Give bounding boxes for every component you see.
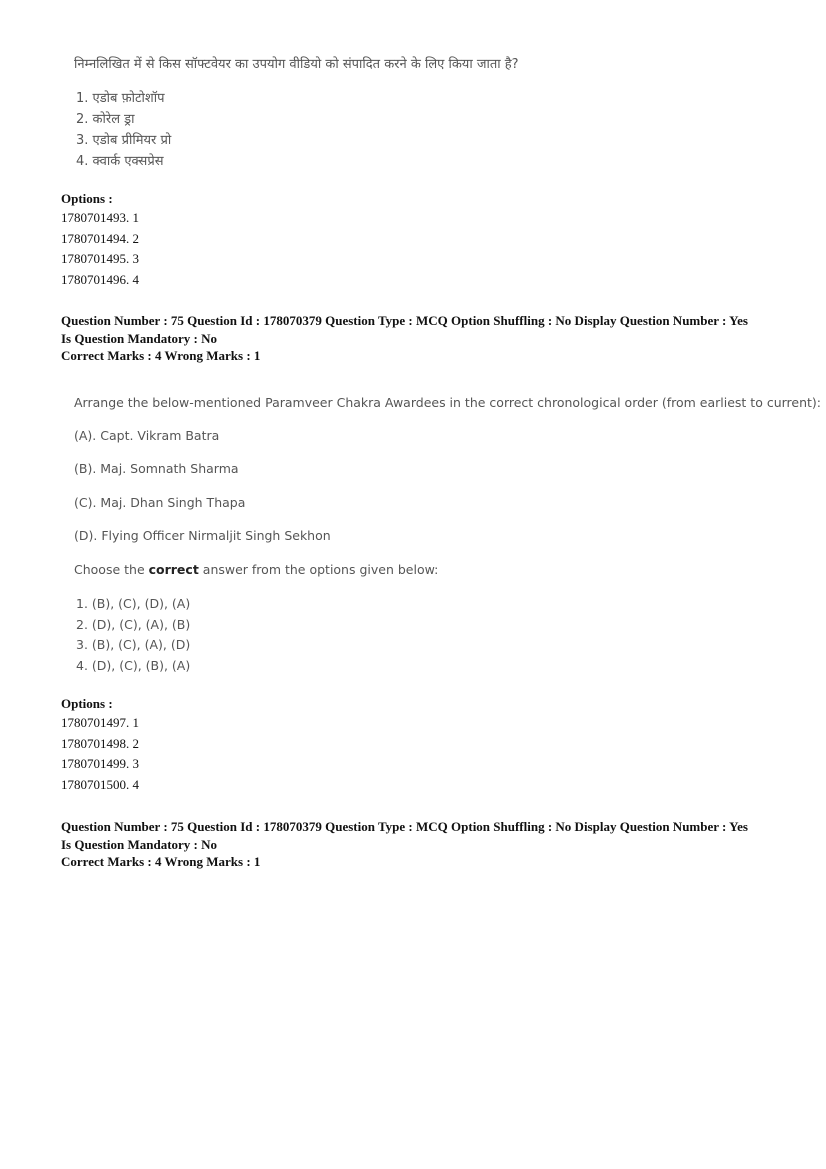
question-75-instruction (74, 562, 438, 577)
awardee-item: (D). Flying Officer Nirmaljit Singh Sekhon (74, 528, 331, 543)
choice-item: 3. (B), (C), (A), (D) (76, 637, 191, 652)
option-item: 1780701500. 4 (61, 776, 139, 792)
question-74-choices (76, 88, 171, 172)
question-74-text: निम्नलिखित में से किस सॉफ्टवेयर का उपयोग वीडियो को संपादित करने के लिए किया जाता है? (74, 57, 519, 72)
question-marks-line: Correct Marks : 4 Wrong Marks : 1 (61, 348, 261, 363)
choice-item: 3. एडोब प्रीमियर प्रो (76, 133, 172, 148)
question-meta (61, 818, 781, 871)
awardee-item: (A). Capt. Vikram Batra (74, 428, 220, 443)
question-75-text: Arrange the below-mentioned Paramveer Chakra Awardees in the correct chronological order (from earliest to current): (74, 395, 822, 410)
instruction-text: Choose the (74, 562, 149, 577)
choice-item: 1. एडोब फ़ोटोशॉप (76, 91, 165, 106)
question-mandatory-line: Is Question Mandatory : No (61, 836, 218, 852)
option-item: 1780701497. 1 (61, 715, 139, 730)
question-mandatory-line: Is Question Mandatory : No (61, 330, 218, 346)
awardee-item: (C). Maj. Dhan Singh Thapa (74, 495, 246, 510)
option-item: 1780701498. 2 (61, 735, 139, 751)
choice-item: 4. (D), (C), (B), (A) (76, 657, 191, 673)
question-meta-line: Question Number : 75 Question Id : 178070379 Question Type : MCQ Option Shuffling : No Display Question Number : Yes (61, 313, 748, 328)
option-item: 1780701495. 3 (61, 251, 139, 266)
instruction-bold: correct (148, 562, 199, 577)
choice-item: 4. क्वार्क एक्सप्रेस (76, 154, 164, 169)
options-label: Options : (61, 191, 113, 206)
choice-item: 2. कोरेल ड्रा (76, 112, 135, 127)
option-item: 1780701496. 4 (61, 271, 139, 287)
question-75-choices (76, 594, 190, 676)
instruction-text: answer from the options given below: (198, 562, 439, 577)
awardee-item: (B). Maj. Somnath Sharma (74, 461, 239, 476)
question-75-options (61, 695, 139, 795)
question-74-options (61, 190, 139, 290)
option-item: 1780701499. 3 (61, 756, 139, 771)
question-meta-line: Question Number : 75 Question Id : 178070379 Question Type : MCQ Option Shuffling : No Display Question Number : Yes (61, 819, 748, 834)
choice-item: 2. (D), (C), (A), (B) (76, 616, 191, 632)
options-label: Options : (61, 696, 113, 711)
option-item: 1780701494. 2 (61, 230, 139, 246)
question-marks-line: Correct Marks : 4 Wrong Marks : 1 (61, 854, 261, 869)
choice-item: 1. (B), (C), (D), (A) (76, 596, 191, 611)
question-meta (61, 312, 781, 365)
option-item: 1780701493. 1 (61, 210, 139, 225)
